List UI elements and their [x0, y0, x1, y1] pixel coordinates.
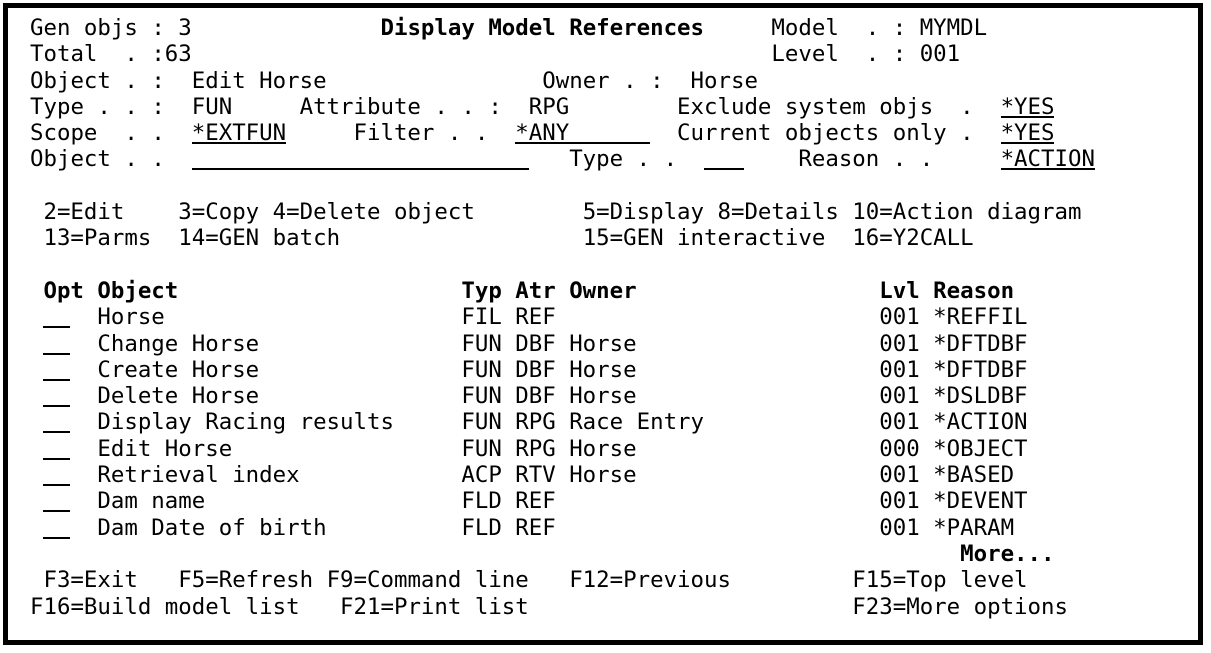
owner-value: Horse — [690, 67, 758, 94]
opt-input[interactable] — [43, 462, 70, 486]
exclude-system-objs-field[interactable]: *YES — [1000, 93, 1055, 120]
owner-cell: Race Entry — [569, 409, 705, 436]
screen-line — [30, 304, 1196, 330]
lvl-cell: 001 — [879, 462, 920, 489]
level-value: 001 — [919, 41, 961, 68]
screen-line — [30, 488, 1196, 514]
opt-input[interactable] — [43, 383, 70, 407]
typ-cell: FUN — [461, 409, 502, 436]
opt-input[interactable] — [43, 331, 70, 355]
model-label: Model . : — [771, 15, 907, 41]
screen-line — [30, 357, 1196, 383]
option-item: 15=GEN interactive — [582, 225, 826, 252]
atr-cell: DBF — [515, 356, 556, 383]
gen-objs-label: Gen objs : — [30, 15, 165, 41]
object-cell: Delete Horse — [97, 383, 260, 410]
screen-line — [30, 173, 1196, 199]
more-indicator: More... — [960, 540, 1055, 567]
current-objects-only-field[interactable]: *YES — [1000, 120, 1055, 147]
fkey-item: F15=Top level — [852, 567, 1028, 594]
opt-input[interactable] — [43, 304, 70, 328]
reason-cell: *DSLDBF — [933, 383, 1028, 410]
reason-cell: *PARAM — [933, 514, 1015, 541]
atr-cell: REF — [515, 488, 556, 515]
attribute-label: Attribute . . : — [299, 93, 502, 120]
screen-line — [30, 252, 1196, 278]
typ-cell: FUN — [461, 383, 502, 410]
col-header-object: Object — [97, 277, 179, 304]
filter-label: Filter . . — [353, 120, 489, 147]
lvl-cell: 000 — [879, 435, 920, 462]
fkey-item: F5=Refresh — [178, 567, 314, 594]
filter-field[interactable]: *ANY — [515, 120, 650, 144]
object-cell: Dam Date of birth — [97, 514, 327, 541]
opt-input[interactable] — [43, 436, 70, 460]
screen-line — [30, 68, 1196, 94]
model-value: MYMDL — [919, 15, 988, 41]
screen-title: Display Model References — [380, 15, 705, 41]
option-item: 5=Display — [582, 199, 705, 226]
level-label: Level . : — [771, 41, 907, 68]
scope-field[interactable]: *EXTFUN — [191, 120, 287, 147]
terminal-frame — [3, 3, 1203, 645]
atr-cell: RPG — [515, 435, 556, 462]
lvl-cell: 001 — [879, 330, 920, 357]
type-value: FUN — [191, 93, 233, 120]
atr-cell: DBF — [515, 330, 556, 357]
col-header-opt: Opt — [43, 277, 84, 304]
typ-cell: FLD — [461, 514, 502, 541]
object-cell: Create Horse — [97, 356, 260, 383]
total-label: Total . : — [30, 41, 165, 68]
type-input-label: Type . . — [569, 146, 678, 173]
object-label: Object . : — [30, 67, 165, 94]
typ-cell: ACP — [461, 462, 502, 489]
screen-line — [30, 199, 1196, 225]
opt-input[interactable] — [43, 409, 70, 433]
attribute-value: RPG — [528, 93, 570, 120]
col-header-atr: Atr — [515, 277, 556, 304]
reason-field[interactable]: *ACTION — [1000, 146, 1095, 173]
object-cell: Dam name — [97, 488, 206, 515]
typ-cell: FUN — [461, 356, 502, 383]
fkey-item: F23=More options — [852, 593, 1068, 620]
col-header-lvl: Lvl — [879, 277, 920, 304]
object-input-field[interactable] — [192, 146, 529, 170]
lvl-cell: 001 — [879, 488, 920, 515]
option-item: 14=GEN batch — [178, 225, 341, 252]
object-cell: Horse — [97, 304, 165, 331]
reason-cell: *ACTION — [933, 409, 1028, 436]
reason-cell: *DEVENT — [933, 488, 1028, 515]
screen-line — [30, 94, 1196, 120]
reason-cell: *BASED — [933, 462, 1015, 489]
screen-line — [30, 541, 1196, 567]
option-item: 8=Details — [717, 199, 839, 226]
screen-line — [30, 409, 1196, 435]
screen-line — [30, 225, 1196, 251]
col-header-typ: Typ — [461, 277, 502, 304]
screen-line — [30, 515, 1196, 541]
opt-input[interactable] — [43, 488, 70, 512]
object-cell: Retrieval index — [97, 462, 300, 489]
fkey-item: F21=Print list — [340, 593, 529, 620]
screen-line — [30, 331, 1196, 357]
owner-cell: Horse — [569, 356, 637, 383]
reason-cell: *REFFIL — [933, 304, 1028, 331]
lvl-cell: 001 — [879, 514, 920, 541]
screen-line — [30, 462, 1196, 488]
opt-input[interactable] — [43, 515, 70, 539]
type-label: Type . . : — [30, 93, 165, 120]
col-header-owner: Owner — [569, 277, 637, 304]
screen-line — [30, 436, 1196, 462]
option-item: 13=Parms — [43, 225, 152, 252]
screen-line — [30, 41, 1196, 67]
object-cell: Edit Horse — [97, 435, 233, 462]
atr-cell: REF — [515, 514, 556, 541]
exclude-system-objs-label: Exclude system objs . — [677, 93, 974, 120]
atr-cell: DBF — [515, 383, 556, 410]
option-item: 10=Action diagram — [852, 199, 1082, 226]
screen-line — [30, 383, 1196, 409]
screen-line — [30, 120, 1196, 146]
option-item: 4=Delete object — [272, 199, 475, 226]
lvl-cell: 001 — [879, 304, 920, 331]
screen-line — [30, 594, 1196, 620]
owner-cell: Horse — [569, 435, 637, 462]
typ-cell: FIL — [461, 304, 502, 331]
atr-cell: REF — [515, 304, 556, 331]
screen-line — [30, 146, 1196, 172]
owner-cell: Horse — [569, 383, 637, 410]
owner-cell: Horse — [569, 462, 637, 489]
reason-cell: *DFTDBF — [933, 356, 1028, 383]
screen-line — [30, 567, 1196, 593]
col-header-reason: Reason — [933, 277, 1015, 304]
fkey-item: F9=Command line — [326, 567, 529, 594]
reason-cell: *OBJECT — [933, 435, 1028, 462]
atr-cell: RTV — [515, 462, 556, 489]
lvl-cell: 001 — [879, 383, 920, 410]
option-item: 16=Y2CALL — [852, 225, 974, 252]
typ-cell: FLD — [461, 488, 502, 515]
total-value: 63 — [164, 41, 192, 68]
scope-label: Scope . . — [30, 120, 165, 147]
owner-label: Owner . : — [542, 67, 664, 94]
fkey-item: F3=Exit — [43, 567, 138, 594]
typ-cell: FUN — [461, 435, 502, 462]
option-item: 3=Copy — [178, 199, 260, 226]
object-input-label: Object . . — [30, 146, 165, 173]
gen-objs-value: 3 — [178, 15, 192, 41]
screen-line — [30, 278, 1196, 304]
typ-cell: FUN — [461, 330, 502, 357]
fkey-item: F16=Build model list — [30, 593, 300, 620]
fkey-item: F12=Previous — [569, 567, 731, 594]
terminal-screen — [30, 15, 1196, 638]
lvl-cell: 001 — [879, 356, 920, 383]
lvl-cell: 001 — [879, 409, 920, 436]
reason-label: Reason . . — [798, 146, 934, 173]
screen-line — [30, 15, 1196, 41]
option-item: 2=Edit — [43, 199, 125, 226]
owner-cell: Horse — [569, 330, 637, 357]
object-cell: Change Horse — [97, 330, 260, 357]
type-input-field[interactable] — [704, 146, 744, 170]
current-objects-only-label: Current objects only . — [677, 120, 974, 147]
object-cell: Display Racing results — [97, 409, 394, 436]
opt-input[interactable] — [43, 357, 70, 381]
atr-cell: RPG — [515, 409, 556, 436]
object-value: Edit Horse — [191, 67, 327, 94]
reason-cell: *DFTDBF — [933, 330, 1028, 357]
